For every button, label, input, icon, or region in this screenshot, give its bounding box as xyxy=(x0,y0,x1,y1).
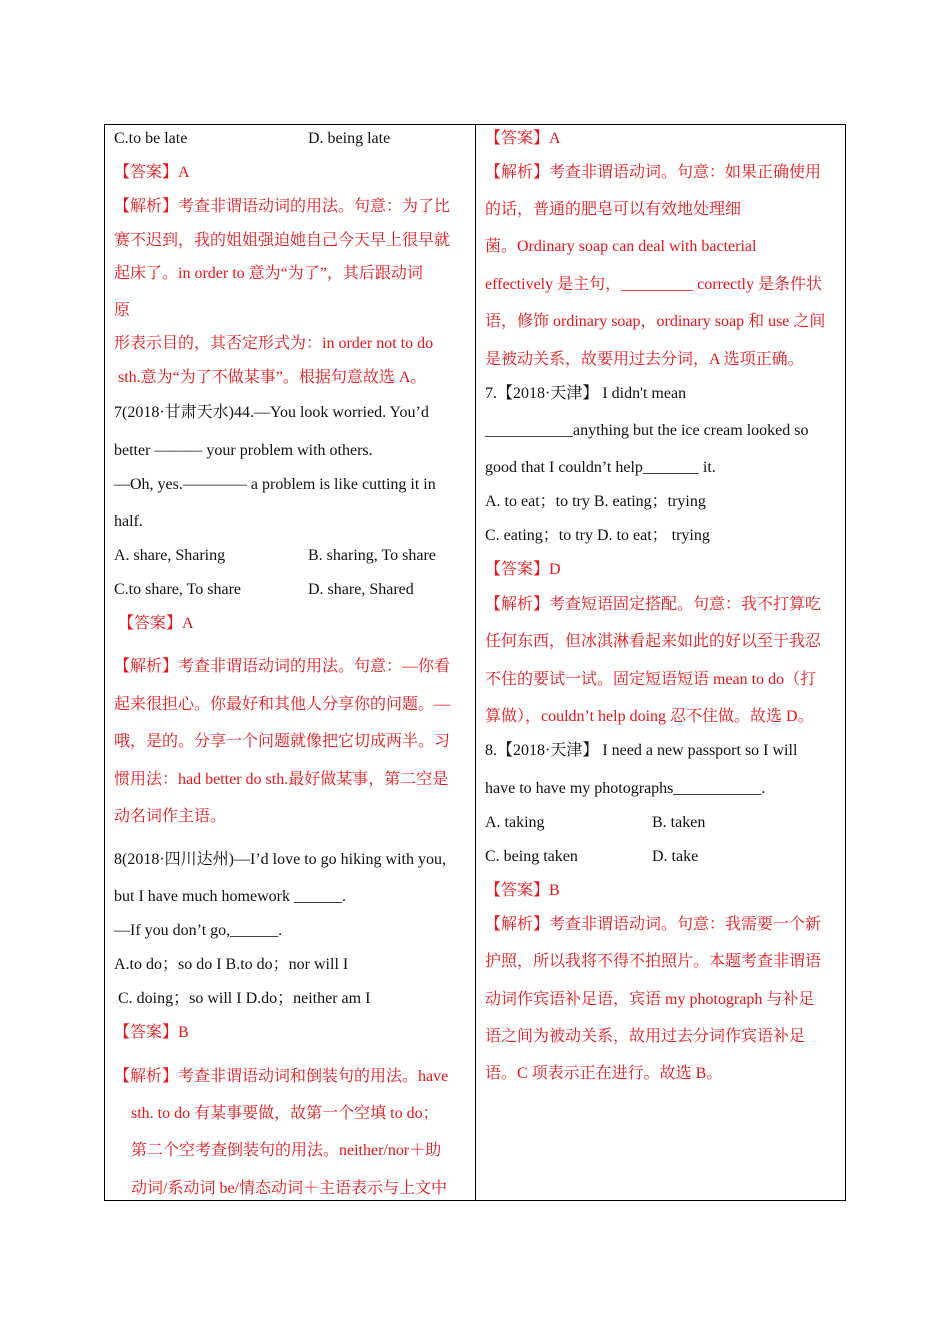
analysis-line: 算做），couldn’t help doing 忍不住做。故选 D。 xyxy=(485,708,814,725)
analysis-line: 赛不迟到，我的姐姐强迫她自己今天早上很早就 xyxy=(114,232,451,249)
analysis-line: 哦，是的。分享一个问题就像把它切成两半。习 xyxy=(114,733,451,750)
question-line: 7.【2018·天津】 I didn't mean xyxy=(485,385,687,402)
option-line xyxy=(114,580,471,600)
analysis-line: 是被动关系，故要用过去分词，A 选项正确。 xyxy=(485,351,804,368)
option-b: B. sharing, To share xyxy=(308,547,436,564)
option-a: A. taking xyxy=(485,814,545,831)
analysis-line: 形表示目的，其否定形式为：in order not to do xyxy=(114,335,434,352)
analysis-line: sth. to do 有某事要做，故第一个空填 to do； xyxy=(131,1105,439,1122)
option-d: D. take xyxy=(652,848,699,865)
analysis-line: 动词作宾语补足语，宾语 my photograph 与补足 xyxy=(485,991,815,1008)
question-line: 7(2018·甘肃天水)44.—You look worried. You’d xyxy=(114,404,429,421)
analysis-line: 【解析】考查非谓语动词的用法。句意：为了比 xyxy=(114,198,451,215)
analysis-line: 护照，所以我将不得不拍照片。本题考查非谓语 xyxy=(485,953,822,970)
question-line: half. xyxy=(114,513,143,530)
analysis-line: 的话，普通的肥皂可以有效地处理细 xyxy=(485,201,742,218)
question-line: 8(2018·四川达州)—I’d love to go hiking with you, xyxy=(114,851,446,868)
question-line: —If you don’t go,______. xyxy=(114,922,283,939)
analysis-line: 语。C 项表示正在进行。故选 B。 xyxy=(485,1065,723,1082)
option-line: A. to eat；to try B. eating；trying xyxy=(485,493,706,510)
answer-label: 【答案】A xyxy=(118,615,194,632)
analysis-line: 【解析】考查非谓语动词。句意：我需要一个新 xyxy=(485,916,822,933)
option-b: B. taken xyxy=(652,814,706,831)
option-line xyxy=(114,546,471,566)
analysis-line: 第二个空考查倒装句的用法。neither/nor＋助 xyxy=(131,1142,442,1159)
analysis-line: effectively 是主句，_________ correctly 是条件状 xyxy=(485,276,822,293)
answer-label: 【答案】A xyxy=(485,130,561,147)
question-line: —Oh, yes.———— a problem is like cutting it in xyxy=(114,476,436,493)
analysis-line: 起床了。in order to 意为“为了”，其后跟动词 xyxy=(114,265,423,282)
option-c: C.to be late xyxy=(114,130,188,147)
question-line: good that I couldn’t help_______ it. xyxy=(485,459,716,476)
analysis-line: 【解析】考查非谓语动词和倒装句的用法。have xyxy=(114,1068,449,1085)
answer-label: 【答案】B xyxy=(114,1024,189,1041)
analysis-line: 【解析】考查非谓语动词。句意：如果正确使用 xyxy=(485,164,822,181)
option-d: D. being late xyxy=(308,130,391,147)
answer-label: 【答案】A xyxy=(114,164,190,181)
exam-answer-table xyxy=(104,124,846,1201)
analysis-line: 语之间为被动关系，故用过去分词作宾语补足 xyxy=(485,1028,806,1045)
right-column xyxy=(476,125,845,1200)
analysis-line: 【解析】考查短语固定搭配。句意：我不打算吃 xyxy=(485,596,822,613)
analysis-line: 语，修饰 ordinary soap，ordinary soap 和 use 之间 xyxy=(485,313,826,330)
analysis-line: 惯用法：had better do sth.最好做某事，第二空是 xyxy=(114,771,449,788)
answer-label: 【答案】D xyxy=(485,561,561,578)
analysis-line: sth.意为“为了不做某事”。根据句意故选 A。 xyxy=(118,369,427,386)
analysis-line: 任何东西，但冰淇淋看起来如此的好以至于我忍 xyxy=(485,633,822,650)
question-line: 8.【2018·天津】 I need a new passport so I will xyxy=(485,742,798,759)
analysis-line: 菌。Ordinary soap can deal with bacterial xyxy=(485,238,757,255)
question-line: have to have my photographs___________. xyxy=(485,780,766,797)
option-line: A.to do；so do I B.to do；nor will I xyxy=(114,956,349,973)
analysis-line: 动词/系动词 be/情态动词＋主语表示与上文中 xyxy=(131,1180,447,1197)
option-c: C. being taken xyxy=(485,848,578,865)
option-d: D. share, Shared xyxy=(308,581,414,598)
option-line: C. eating；to try D. to eat； trying xyxy=(485,527,710,544)
answer-label: 【答案】B xyxy=(485,882,560,899)
option-line xyxy=(485,847,841,867)
option-line xyxy=(485,813,841,833)
option-line xyxy=(114,129,471,149)
option-line: C. doing；so will I D.do；neither am I xyxy=(118,990,371,1007)
left-column xyxy=(105,125,475,1200)
analysis-line: 不住的要试一试。固定短语短语 mean to do（打 xyxy=(485,671,817,688)
question-line: better ——— your problem with others. xyxy=(114,442,373,459)
option-c: C.to share, To share xyxy=(114,581,241,598)
analysis-line: 【解析】考查非谓语动词的用法。句意：—你看 xyxy=(114,658,451,675)
question-line: but I have much homework ______. xyxy=(114,888,346,905)
option-a: A. share, Sharing xyxy=(114,547,226,564)
analysis-line: 起来很担心。你最好和其他人分享你的问题。— xyxy=(114,696,451,713)
question-line: ___________anything but the ice cream looked so xyxy=(485,422,809,439)
analysis-line: 原 xyxy=(114,302,131,319)
analysis-line: 动名词作主语。 xyxy=(114,808,227,825)
